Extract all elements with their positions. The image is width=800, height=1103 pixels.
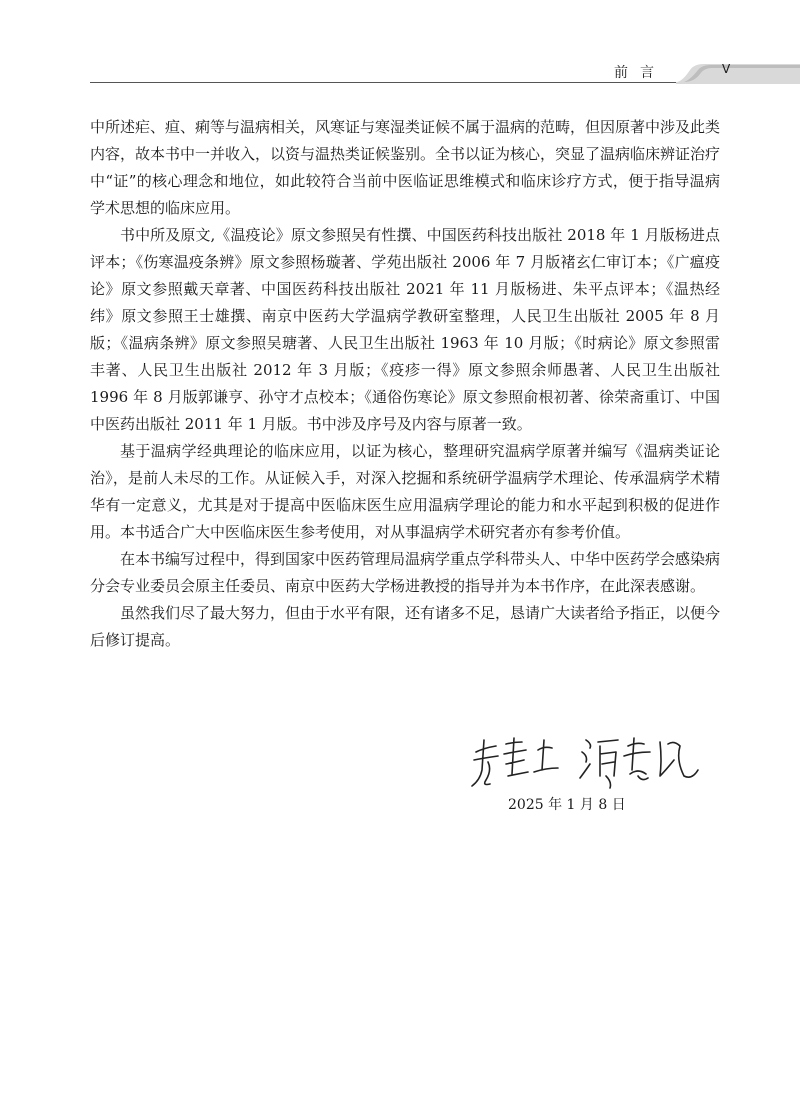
section-title: 前言 (614, 65, 666, 81)
body-text (90, 114, 720, 654)
paragraph-4: 在本书编写过程中，得到国家中医药管理局温病学重点学科带头人、中华中医药学会感染病分会专业委员会原主任委员、南京中医药大学杨进教授的指导并为本书作序，在此深表感谢。 (90, 550, 721, 595)
paragraph-5: 虽然我们尽了最大努力，但由于水平有限，还有诸多不足，恳请广大读者给予指正，以便今后修订提高。 (90, 604, 721, 649)
paragraph-1: 中所述疟、疸、痢等与温病相关，风寒证与寒湿类证候不属于温病的范畴，但因原著中涉及此类内容，故本书中一并收入，以资与温热类证候鉴别。全书以证为核心，突显了温病临床辨证治疗中“证”的核心理念和地位，如此较符合当前中医临证思维模式和临床诊疗方式，便于指导温病学术思想的临床应用。 (90, 118, 721, 217)
header-rule (90, 82, 710, 83)
header-tab-decoration (676, 64, 800, 84)
page-header (0, 0, 800, 90)
paragraph-3: 基于温病学经典理论的临床应用，以证为核心，整理研究温病学原著并编写《温病类证论治》，是前人未尽的工作。从证候入手，对深入挖掘和系统研学温病学术理论、传承温病学术精华有一定意义，尤其是对于提高中医临床医生应用温病学理论的能力和水平起到积极的促进作用。本书适合广大中医临床医生参考使用，对从事温病学术研究者亦有参考价值。 (90, 442, 720, 541)
paragraph-2: 书中所及原文,《温疫论》原文参照吴有性撰、中国医药科技出版社 2018 年 1 月版杨进点评本；《伤寒温疫条辨》原文参照杨璇著、学苑出版社 2006 年 7 月版褚玄仁审订本；《广瘟疫论》原文参照戴天章著、中国医药科技出版社 2021 年 11 月版杨进、朱平点评本；《温热经纬》原文参照王士雄撰、南京中医药大学温病学教研室整理，人民卫生出版社 2005 年 8 月版；《温病条辨》原文参照吴瑭著、人民卫生出版社 1963 年 10 月版；《时病论》原文参照雷丰著、人民卫生出版社 2012 年 3 月版；《疫疹一得》原文参照余师愚著、人民卫生出版社 1996 年 8 月版郭谦亨、孙守才点校本；《通俗伤寒论》原文参照俞根初著、徐荣斋重订、中国中医药出版社 2011 年 1 月版。书中涉及序号及内容与原著一致。 (90, 226, 720, 433)
handwritten-signature (462, 730, 702, 800)
page-number: V (722, 62, 731, 76)
signature-date: 2025 年 1 月 8 日 (508, 797, 626, 813)
